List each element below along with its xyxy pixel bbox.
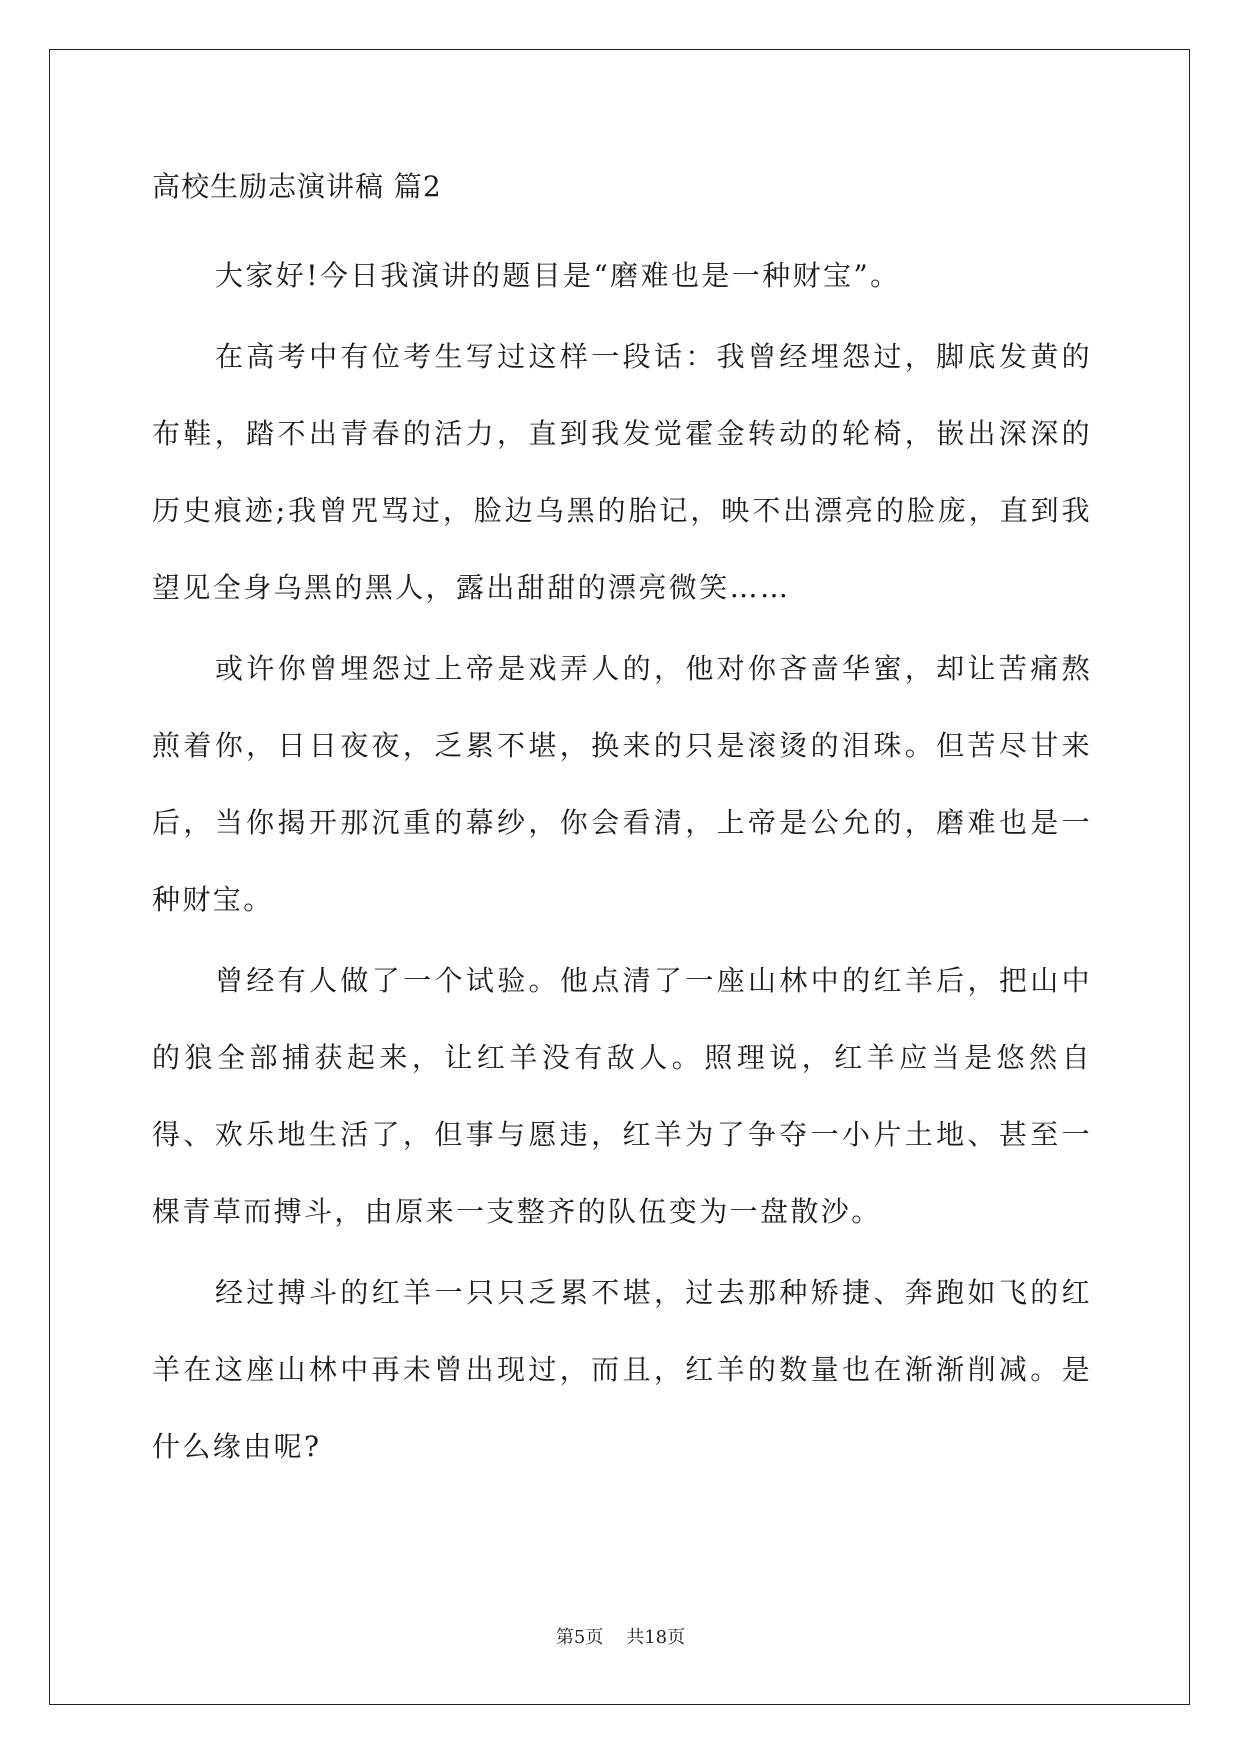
document-title: 高校生励志演讲稿 篇2 bbox=[152, 170, 442, 203]
paragraph-4: 曾经有人做了一个试验。他点清了一座山林中的红羊后，把山中的狼全部捕获起来，让红羊没有敌人。照理说，红羊应当是悠然自得、欢乐地生活了，但事与愿违，红羊为了争夺一小片土地、甚至一棵青草而搏斗，由原来一支整齐的队伍变为一盘散沙。 bbox=[152, 964, 1092, 1228]
document-body bbox=[152, 160, 1092, 1485]
paragraph-3: 或许你曾埋怨过上帝是戏弄人的，他对你吝啬华蜜，却让苦痛熬煎着你，日日夜夜，乏累不堪，换来的只是滚烫的泪珠。但苦尽甘来后，当你揭开那沉重的幕纱，你会看清，上帝是公允的，磨难也是一种财宝。 bbox=[152, 652, 1092, 916]
page-number-footer: 第5页 共18页 bbox=[555, 1627, 686, 1648]
paragraph-5: 经过搏斗的红羊一只只乏累不堪，过去那种矫捷、奔跑如飞的红羊在这座山林中再未曾出现过，而且，红羊的数量也在渐渐削减。是什么缘由呢? bbox=[152, 1276, 1092, 1463]
paragraph-1: 大家好!今日我演讲的题目是“磨难也是一种财宝”。 bbox=[215, 259, 901, 292]
paragraph-2: 在高考中有位考生写过这样一段话：我曾经埋怨过，脚底发黄的布鞋，踏不出青春的活力，直到我发觉霍金转动的轮椅，嵌出深深的历史痕迹;我曾咒骂过，脸边乌黑的胎记，映不出漂亮的脸庞，直到我望见全身乌黑的黑人，露出甜甜的漂亮微笑…… bbox=[152, 340, 1092, 604]
